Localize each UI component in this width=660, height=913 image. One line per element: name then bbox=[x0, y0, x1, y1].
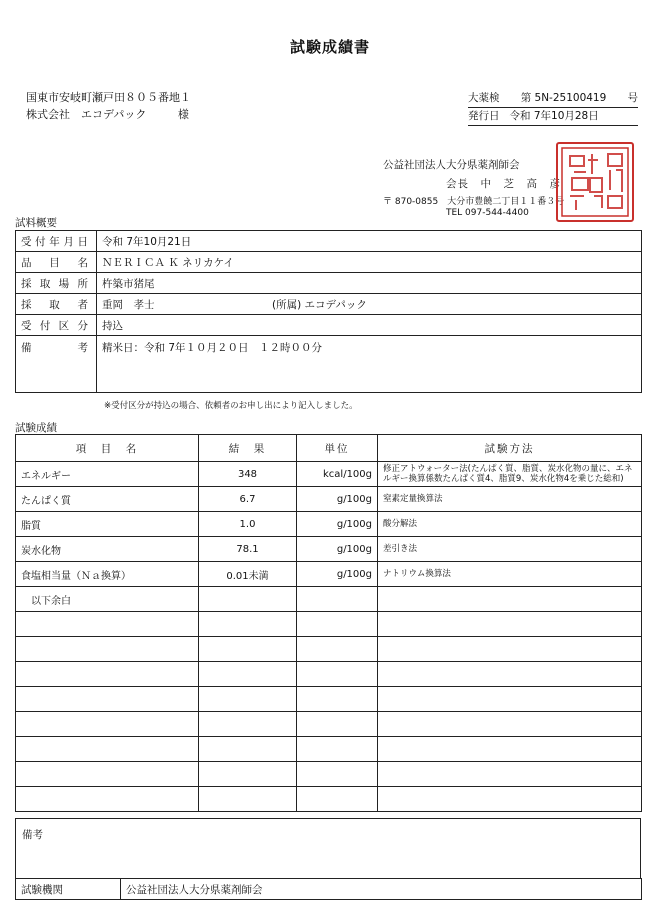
empty-cell bbox=[378, 637, 642, 662]
remarks-label: 備考 bbox=[22, 829, 43, 841]
table-row bbox=[16, 687, 642, 712]
table-row bbox=[16, 315, 642, 336]
empty-cell bbox=[16, 612, 199, 637]
table-row bbox=[16, 252, 642, 273]
report-info bbox=[468, 90, 638, 126]
result-cell: 1.0 bbox=[199, 512, 297, 537]
table-row bbox=[16, 487, 642, 512]
empty-cell bbox=[378, 662, 642, 687]
row-key: 品目名 bbox=[16, 252, 97, 273]
row-value: 公益社団法人大分県薬剤師会 bbox=[121, 879, 642, 900]
result-cell: 6.7 bbox=[199, 487, 297, 512]
remarks-box bbox=[15, 818, 641, 879]
document-title: 試験成績書 bbox=[289, 38, 370, 56]
empty-cell bbox=[378, 762, 642, 787]
row-value: 杵築市猪尾 bbox=[97, 273, 642, 294]
empty-cell bbox=[16, 687, 199, 712]
empty-cell bbox=[199, 662, 297, 687]
official-seal-icon bbox=[556, 142, 634, 222]
recipient-honorific: 様 bbox=[177, 108, 189, 121]
table-row bbox=[16, 512, 642, 537]
item-cell: 以下余白 bbox=[16, 587, 199, 612]
result-cell: 0.01未満 bbox=[199, 562, 297, 587]
sample-footnote: ※受付区分が持込の場合、依頼者のお申し出により記入しました。 bbox=[104, 401, 358, 411]
table-row bbox=[16, 662, 642, 687]
unit-cell: g/100g bbox=[297, 537, 378, 562]
row-extra: (所属) エコデパック bbox=[267, 294, 642, 315]
row-key: 試験機関 bbox=[16, 879, 121, 900]
issuer-chair: 会長 中 芝 高 彦 bbox=[446, 178, 561, 190]
row-key: 採取者 bbox=[16, 294, 97, 315]
empty-cell bbox=[199, 787, 297, 812]
table-row bbox=[16, 273, 642, 294]
empty-cell bbox=[297, 762, 378, 787]
table-row bbox=[16, 612, 642, 637]
table-row bbox=[16, 537, 642, 562]
recipient-address: 国東市安岐町瀬戸田８０５番地１ bbox=[26, 91, 191, 104]
table-row bbox=[16, 762, 642, 787]
method-cell: 酸分解法 bbox=[378, 512, 642, 537]
unit-cell: g/100g bbox=[297, 487, 378, 512]
recipient-name bbox=[26, 106, 189, 122]
table-row bbox=[16, 737, 642, 762]
method-cell: ナトリウム換算法 bbox=[378, 562, 642, 587]
table-row bbox=[16, 637, 642, 662]
item-cell: 食塩相当量（Ｎａ換算） bbox=[16, 562, 199, 587]
table-row bbox=[16, 462, 642, 487]
empty-cell bbox=[297, 637, 378, 662]
unit-cell: g/100g bbox=[297, 512, 378, 537]
footer-table bbox=[15, 878, 642, 900]
item-cell: 炭水化物 bbox=[16, 537, 199, 562]
row-value: 重岡 孝士 bbox=[97, 294, 268, 315]
issuer-tel: TEL 097-544-4400 bbox=[446, 208, 529, 218]
empty-cell bbox=[378, 787, 642, 812]
table-row bbox=[16, 712, 642, 737]
report-no-label: 大薬検 bbox=[468, 92, 500, 104]
empty-cell bbox=[16, 737, 199, 762]
column-header: 試験方法 bbox=[378, 435, 642, 462]
issued-label: 発行日 bbox=[468, 110, 500, 122]
unit-cell: g/100g bbox=[297, 562, 378, 587]
empty-cell bbox=[297, 612, 378, 637]
recipient-company: 株式会社 エコデパック bbox=[26, 108, 147, 121]
row-key: 備考 bbox=[16, 336, 97, 393]
row-value: 令和 7年10月21日 bbox=[97, 231, 642, 252]
table-row bbox=[16, 336, 642, 393]
table-row bbox=[16, 562, 642, 587]
column-header: 項 目 名 bbox=[16, 435, 199, 462]
table-row bbox=[16, 231, 642, 252]
empty-cell bbox=[199, 737, 297, 762]
sample-section-label: 試料概要 bbox=[15, 217, 57, 229]
empty-cell bbox=[297, 687, 378, 712]
empty-cell bbox=[16, 712, 199, 737]
empty-cell bbox=[16, 662, 199, 687]
unit-cell: kcal/100g bbox=[297, 462, 378, 487]
empty-cell bbox=[297, 737, 378, 762]
issued-date: 令和 7年10月28日 bbox=[509, 110, 599, 122]
row-value: 持込 bbox=[97, 315, 642, 336]
empty-cell bbox=[199, 762, 297, 787]
row-value: ＮＥＲＩＣＡ Ｋ ネリカケイ bbox=[97, 252, 642, 273]
empty-cell bbox=[297, 787, 378, 812]
table-header-row bbox=[16, 435, 642, 462]
result-cell: 348 bbox=[199, 462, 297, 487]
sample-table bbox=[15, 230, 642, 393]
item-cell: エネルギー bbox=[16, 462, 199, 487]
result-cell: 78.1 bbox=[199, 537, 297, 562]
row-key: 採取場所 bbox=[16, 273, 97, 294]
empty-cell bbox=[16, 762, 199, 787]
unit-cell bbox=[297, 587, 378, 612]
column-header: 結 果 bbox=[199, 435, 297, 462]
method-cell: 窒素定量換算法 bbox=[378, 487, 642, 512]
empty-cell bbox=[378, 612, 642, 637]
report-no: 第 5N-25100419 bbox=[520, 92, 607, 104]
method-cell: 修正アトウォーター法(たんぱく質、脂質、炭水化物の量に、エネルギー換算係数たんぱく質4、脂質9、炭水化物4を乗じた総和) bbox=[378, 462, 642, 487]
empty-cell bbox=[199, 687, 297, 712]
empty-cell bbox=[199, 712, 297, 737]
method-cell bbox=[378, 587, 642, 612]
item-cell: たんぱく質 bbox=[16, 487, 199, 512]
issuer-postal: 〒 870-0855 大分市豊饒二丁目１１番３号 bbox=[383, 197, 565, 207]
result-cell bbox=[199, 587, 297, 612]
empty-cell bbox=[199, 637, 297, 662]
method-cell: 差引き法 bbox=[378, 537, 642, 562]
empty-cell bbox=[199, 612, 297, 637]
empty-cell bbox=[297, 662, 378, 687]
table-row bbox=[16, 879, 642, 900]
item-cell: 脂質 bbox=[16, 512, 199, 537]
report-no-suffix: 号 bbox=[627, 92, 638, 104]
column-header: 単位 bbox=[297, 435, 378, 462]
table-row bbox=[16, 787, 642, 812]
empty-cell bbox=[378, 687, 642, 712]
empty-cell bbox=[378, 712, 642, 737]
empty-cell bbox=[16, 637, 199, 662]
results-section-label: 試験成績 bbox=[15, 422, 57, 434]
row-key: 受付区分 bbox=[16, 315, 97, 336]
row-value: 精米日：令和 7年１０月２０日 １２時００分 bbox=[97, 336, 642, 393]
empty-cell bbox=[378, 737, 642, 762]
row-key: 受付年月日 bbox=[16, 231, 97, 252]
table-row bbox=[16, 587, 642, 612]
issuer-org: 公益社団法人大分県薬剤師会 bbox=[383, 159, 520, 171]
empty-cell bbox=[297, 712, 378, 737]
table-row bbox=[16, 294, 642, 315]
results-table bbox=[15, 434, 642, 812]
empty-cell bbox=[16, 787, 199, 812]
